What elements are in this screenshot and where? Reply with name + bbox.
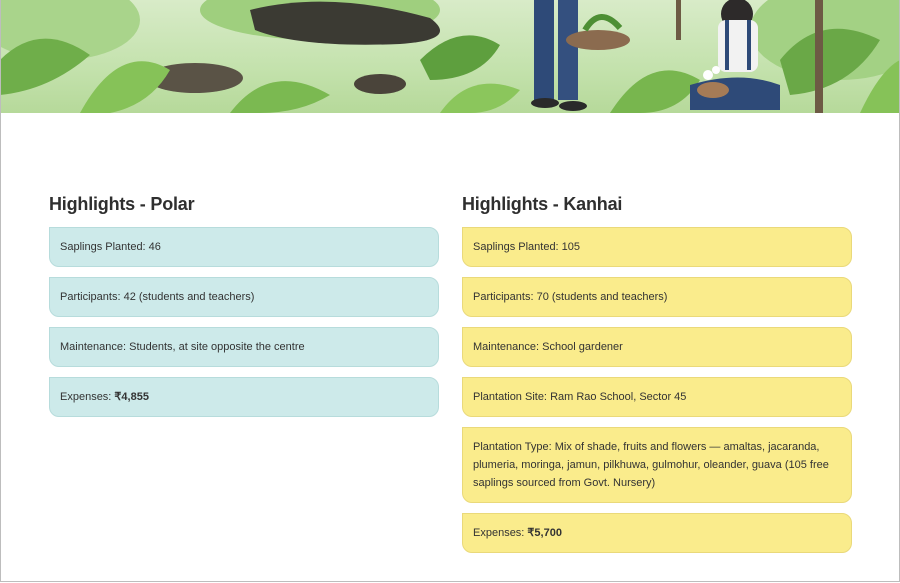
highlight-label: Participants: — [60, 291, 124, 303]
highlight-label: Maintenance: — [473, 341, 543, 353]
polar-highlights-section — [49, 194, 439, 427]
highlight-label: Saplings Planted: — [60, 241, 149, 253]
polar-highlight-card — [49, 227, 439, 267]
highlight-label: Saplings Planted: — [473, 241, 562, 253]
kanhai-highlights-title: Highlights - Kanhai — [462, 194, 623, 214]
highlight-label: Plantation Site: — [473, 391, 551, 403]
polar-highlight-card — [49, 277, 439, 317]
highlight-value: 46 — [148, 241, 161, 253]
kanhai-highlights-section — [462, 194, 852, 563]
polar-highlights-title: Highlights - Polar — [49, 194, 195, 214]
kanhai-highlight-card — [462, 227, 852, 267]
highlight-value: 105 — [561, 241, 581, 253]
kanhai-highlight-card — [462, 513, 852, 553]
polar-highlight-card — [49, 377, 439, 417]
highlight-label: Expenses: — [60, 391, 115, 403]
polar-highlight-card — [49, 327, 439, 367]
highlight-label: Plantation Type: — [473, 441, 555, 453]
highlight-label: Expenses: — [473, 527, 528, 539]
highlight-value: 70 (students and teachers) — [536, 291, 668, 303]
highlight-value: ₹5,700 — [527, 527, 562, 539]
kanhai-highlights-list — [462, 227, 852, 553]
tree-plantation-illustration — [0, 0, 900, 113]
highlight-value: Mix of shade, fruits and flowers — amaltas, jacaranda, plumeria, moringa, jamun, pilkhuwa, gulmohur, oleander, guava (105 free saplings sourced from Govt. Nursery) — [473, 441, 829, 489]
kanhai-highlight-card — [462, 327, 852, 367]
banner-illustration — [0, 0, 900, 113]
highlight-label: Maintenance: — [60, 341, 130, 353]
highlight-value: School gardener — [542, 341, 623, 353]
highlight-value: Students, at site opposite the centre — [129, 341, 305, 353]
kanhai-highlight-card — [462, 277, 852, 317]
polar-highlights-list — [49, 227, 439, 417]
kanhai-highlight-card — [462, 427, 852, 503]
highlight-value: ₹4,855 — [114, 391, 149, 403]
highlight-value: Ram Rao School, Sector 45 — [550, 391, 687, 403]
highlight-label: Participants: — [473, 291, 537, 303]
highlight-value: 42 (students and teachers) — [123, 291, 255, 303]
kanhai-highlight-card — [462, 377, 852, 417]
